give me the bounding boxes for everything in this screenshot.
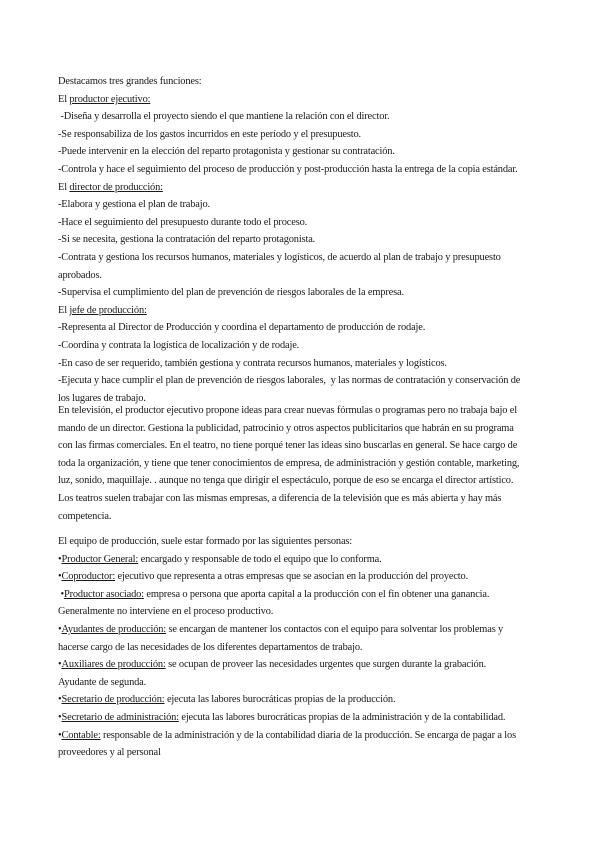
team-item: •Coproductor: ejecutivo que representa a otras empresas que se asocian en la producción del proyecto. [58, 571, 469, 583]
team-item-continuation: hacerse cargo de las necesidades de los diferentes departamentos de trabajo. [58, 641, 363, 653]
text-line: -Hace el seguimiento del presupuesto durante todo el proceso. [58, 216, 308, 228]
team-item: •Secretario de administración: ejecuta las labores burocráticas propias de la administración y de la contabilidad. [58, 711, 506, 723]
team-item: •Productor asociado: empresa o persona que aporta capital a la producción con el fin obtener una ganancia. [58, 588, 490, 600]
team-term: Ayudantes de producción: [61, 623, 167, 635]
team-term: Productor General: [61, 553, 139, 565]
paragraph-line: competencia. [58, 510, 112, 522]
text-line: -Representa al Director de Producción y coordina el departamento de producción de rodaje. [58, 322, 426, 334]
text-line: -Contrata y gestiona los recursos humanos, materiales y logísticos, de acuerdo al plan de trabajo y presupuesto [58, 251, 501, 263]
text-line: -En caso de ser requerido, también gestiona y contrata recursos humanos, materiales y logísticos. [58, 357, 447, 369]
text-line: -Supervisa el cumplimiento del plan de prevención de riesgos laborales de la empresa. [58, 287, 404, 299]
television-paragraph [58, 402, 548, 525]
team-item-continuation: Ayudante de segunda. [58, 676, 147, 688]
team-term: Contable: [61, 729, 101, 741]
text-line: -Se responsabiliza de los gastos incurridos en este período y el presupuesto. [58, 128, 361, 140]
paragraph-line: En televisión, el productor ejecutivo propone ideas para crear nuevas fórmulas o programas pero no trabaja bajo el [58, 405, 517, 416]
paragraph-line: luz, sonido, maquillaje. . aunque no tenga que dirigir el espectáculo, porque de eso se encarga el director artístico. [58, 475, 514, 487]
paragraph-line: mando de un director. Gestiona la publicidad, patrocinio y otros aspectos publicitarios que habrán en su programa [58, 422, 514, 434]
team-term: Productor asociado: [63, 588, 144, 600]
team-item: •Contable: responsable de la administración y de la contabilidad diaria de la producción. Se encarga de pagar a los [58, 729, 516, 741]
text-line: los lugares de trabajo. [58, 392, 146, 404]
paragraph-line: con las firmas comerciales. En el teatro, no tiene porqué tener las ideas sino buscarlas en general. Se hace cargo de [58, 440, 518, 452]
team-term: Secretario de administración: [61, 711, 179, 723]
text-line: aprobados. [58, 269, 102, 281]
team-item-continuation: Generalmente no interviene en el proceso productivo. [58, 606, 274, 618]
team-item-continuation: proveedores y al personal [58, 747, 161, 759]
section-title: director de producción: [69, 181, 163, 193]
team-intro: El equipo de producción, suele estar formado por las siguientes personas: [58, 536, 353, 547]
team-term: Secretario de producción: [61, 694, 165, 706]
paragraph-line: Los teatros suelen trabajar con las mismas empresas, a diferencia de la televisión que es más abierta y hay más [58, 492, 502, 504]
text-line: -Controla y hace el seguimiento del proceso de producción y post-producción hasta la entrega de la copia estándar. [58, 163, 518, 175]
team-item: •Productor General: encargado y responsable de todo el equipo que lo conforma. [58, 553, 382, 565]
section-heading-productor: El productor ejecutivo: [58, 93, 151, 105]
text-line: -Coordina y contrata la logística de localización y de rodaje. [58, 339, 300, 351]
section-title: productor ejecutivo: [69, 93, 151, 105]
section-title: jefe de producción: [69, 304, 147, 316]
text-line: -Diseña y desarrolla el proyecto siendo el que mantiene la relación con el director. [58, 111, 390, 123]
section-heading-jefe: El jefe de producción: [58, 304, 147, 316]
team-item: •Secretario de producción: ejecuta las labores burocráticas propias de la producción. [58, 694, 396, 706]
team-term: Auxiliares de producción: [61, 659, 166, 671]
team-section [58, 533, 548, 762]
text-line: -Ejecuta y hace cumplir el plan de prevención de riesgos laborales, y las normas de contratación y conservación de [58, 375, 521, 387]
team-item: •Ayudantes de producción: se encargan de mantener los contactos con el equipo para solventar los problemas y [58, 623, 504, 635]
functions-section [58, 73, 548, 407]
team-term: Coproductor: [61, 571, 116, 583]
text-line: -Si se necesita, gestiona la contratación del reparto protagonista. [58, 234, 316, 246]
team-item: •Auxiliares de producción: se ocupan de proveer las necesidades urgentes que surgen durante la grabación. [58, 659, 487, 671]
paragraph-line: toda la organización, y tiene que tener conocimientos de empresa, de administración y gestión contable, marketing, [58, 457, 520, 469]
text-line: -Elabora y gestiona el plan de trabajo. [58, 199, 210, 211]
section-heading-director: El director de producción: [58, 181, 163, 193]
intro-line: Destacamos tres grandes funciones: [58, 76, 202, 87]
text-line: -Puede intervenir en la elección del reparto protagonista y gestionar su contratación. [58, 146, 395, 158]
